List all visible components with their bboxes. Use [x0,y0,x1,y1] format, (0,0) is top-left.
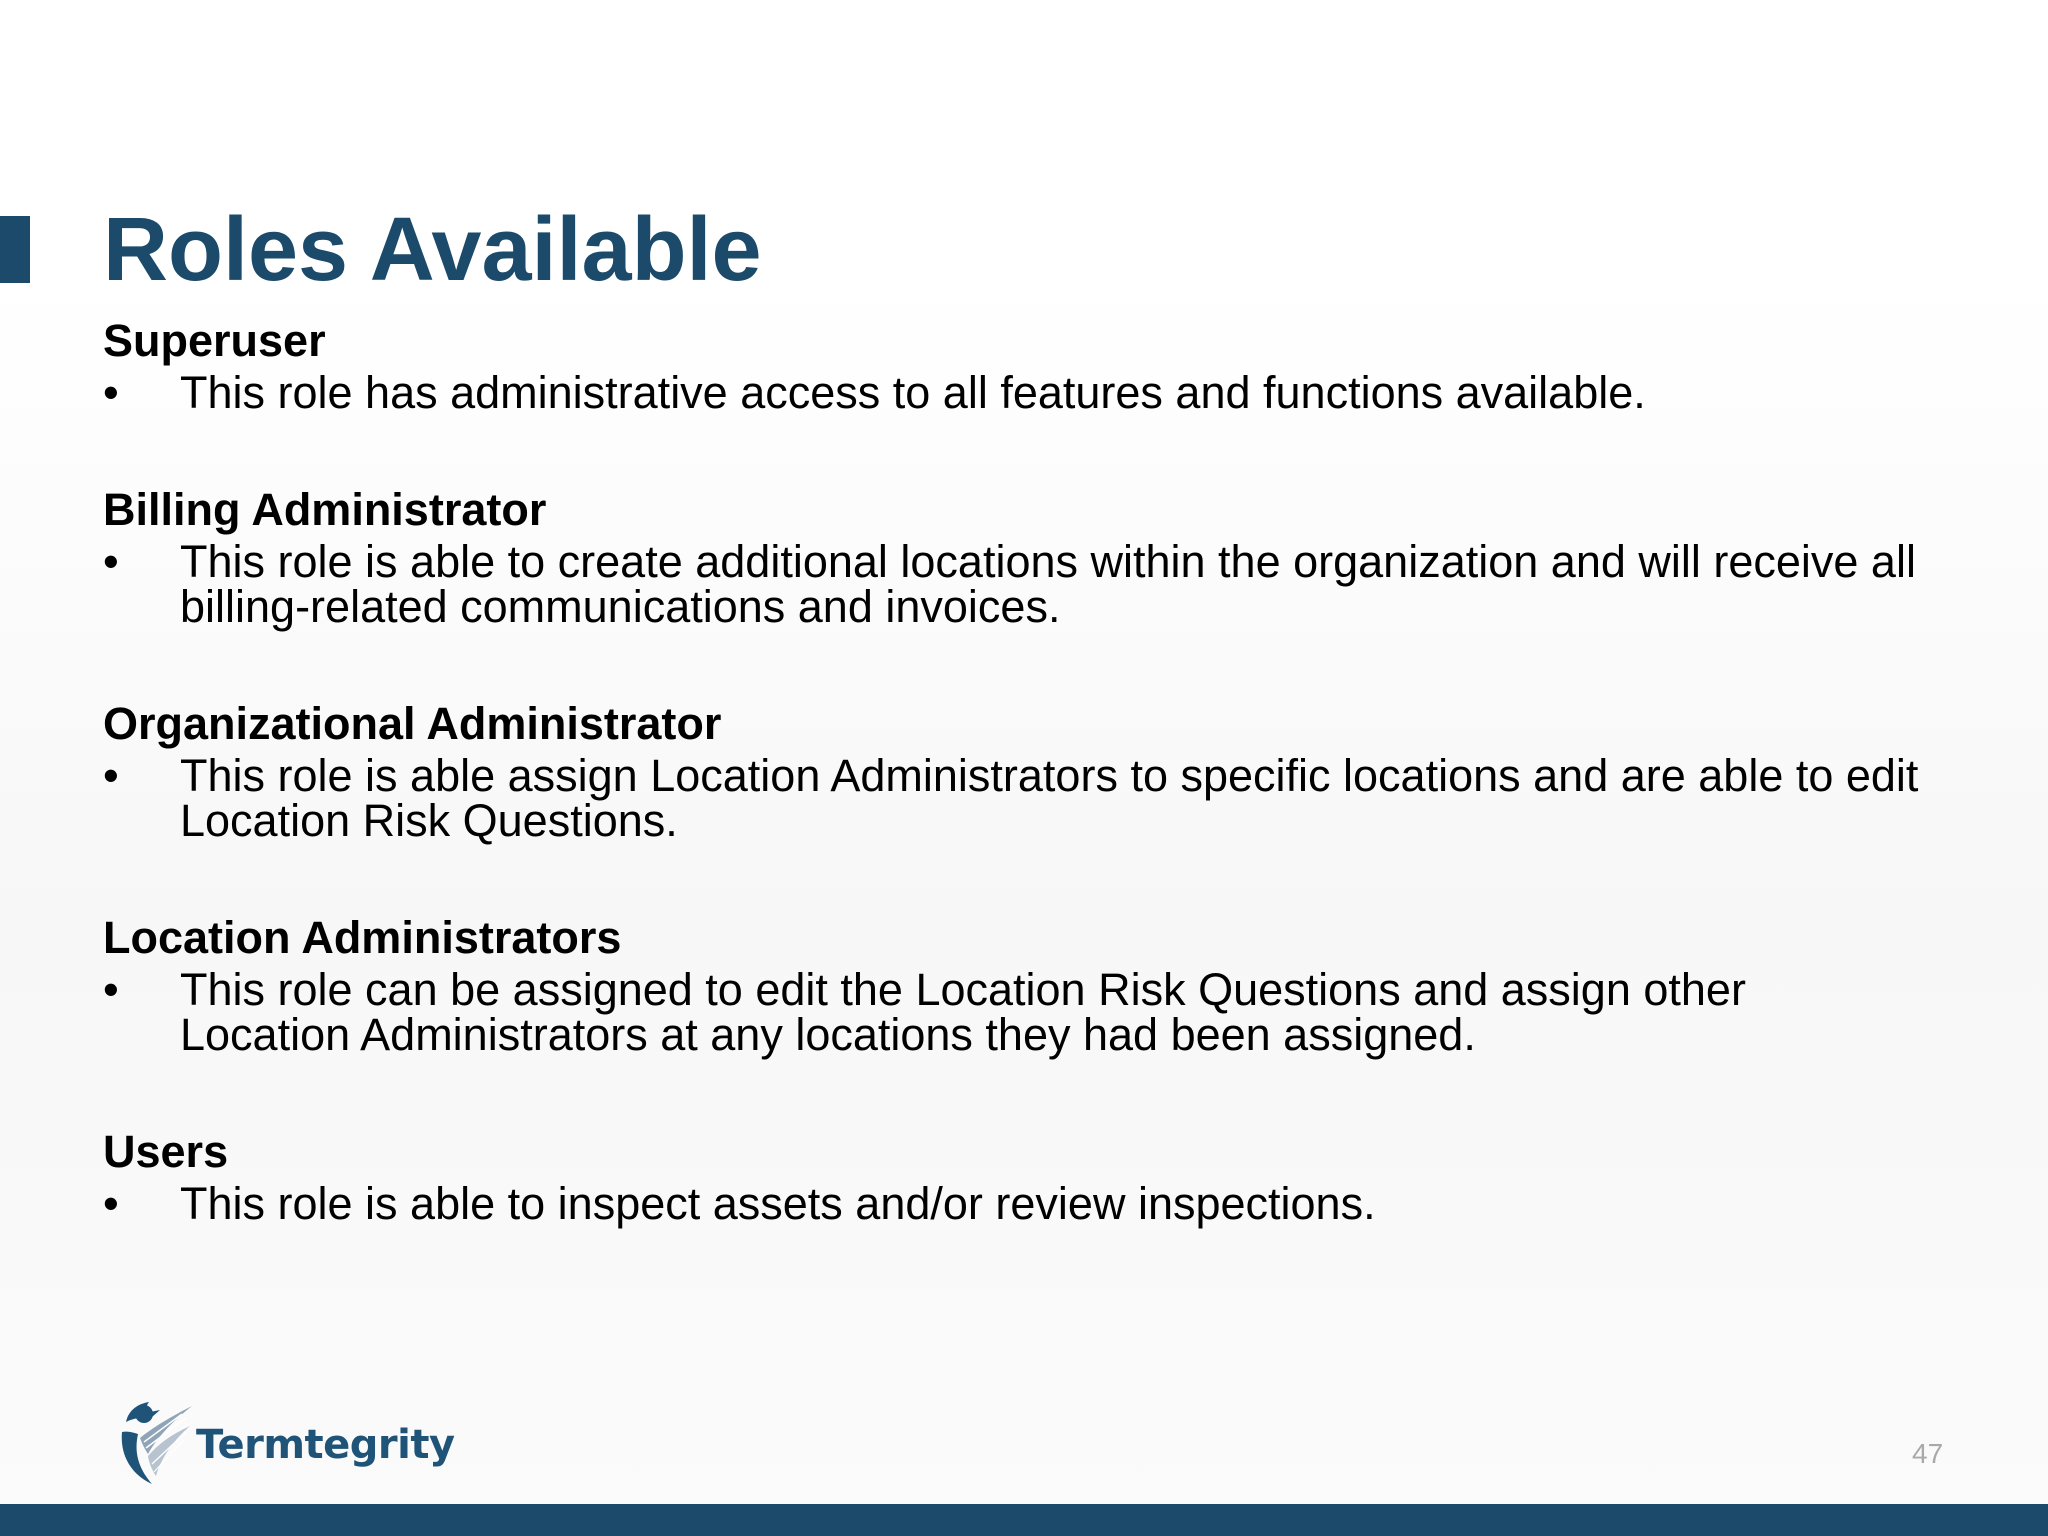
bullet-icon: • [103,750,119,801]
slide-title: Roles Available [103,200,762,300]
bullet-icon: • [103,536,119,587]
role-name: Location Administrators [103,912,622,963]
role-name: Billing Administrator [103,484,547,535]
role-description-text: This role can be assigned to edit the Location Risk Questions and assign other Location Administrators at any locations they had been assigned. [180,964,1746,1060]
role-item-organizational-administrator [103,695,1983,846]
role-description [103,964,1983,1060]
role-description [103,1178,1983,1229]
footer-bar [0,1504,2048,1536]
bullet-icon: • [103,964,119,1015]
role-item-users [103,1123,1983,1229]
logo-wordmark: Termtegrity [196,1422,455,1468]
role-name: Users [103,1126,229,1177]
page-number: 47 [1912,1438,1944,1469]
role-description [103,750,1983,846]
role-description-text: This role is able to inspect assets and/or review inspections. [180,1178,1376,1229]
role-name: Superuser [103,315,326,366]
bullet-icon: • [103,1178,119,1229]
bullet-icon: • [103,367,119,418]
title-accent-bar [0,216,30,283]
role-description-text: This role is able assign Location Administrators to specific locations and are able to edit Location Risk Questions. [180,750,1919,846]
role-description-text: This role has administrative access to all features and functions available. [180,367,1646,418]
role-item-billing-administrator [103,481,1983,632]
role-item-location-administrators [103,909,1983,1060]
termtegrity-bird-logo-icon [116,1398,194,1486]
role-description [103,367,1983,418]
company-logo [116,1398,455,1486]
role-description [103,536,1983,632]
roles-list [103,312,1983,1292]
role-name: Organizational Administrator [103,698,722,749]
role-description-text: This role is able to create additional locations within the organization and will receive all billing-related communications and invoices. [180,536,1916,632]
role-item-superuser [103,312,1983,418]
